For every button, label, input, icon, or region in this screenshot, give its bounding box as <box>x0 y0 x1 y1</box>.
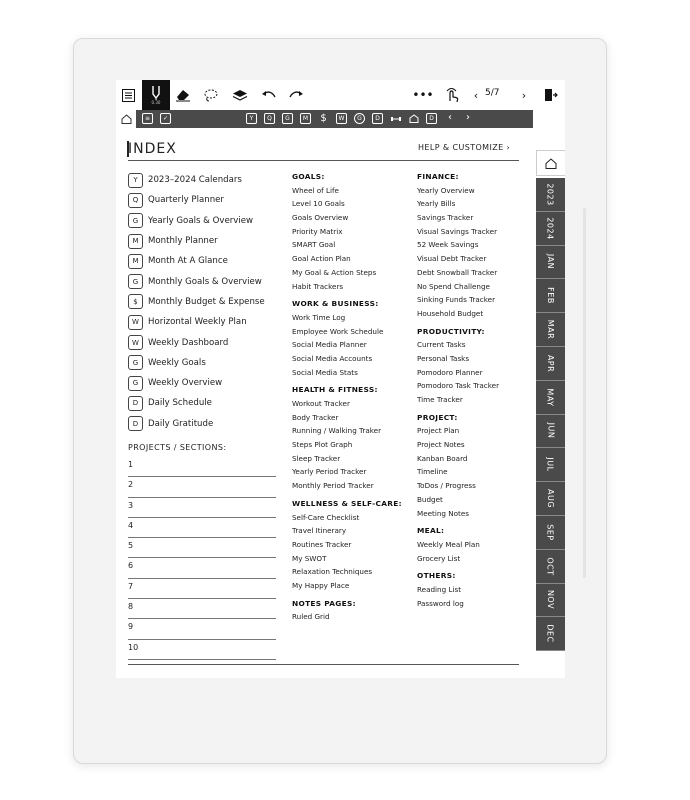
section-link[interactable]: Relaxation Techniques <box>292 567 373 577</box>
nav-health-icon[interactable] <box>390 113 401 124</box>
section-link[interactable]: Current Tasks <box>417 340 466 350</box>
projects-heading: PROJECTS / SECTIONS: <box>128 443 227 452</box>
side-tab-strip <box>536 178 565 651</box>
index-link-label: Weekly Overview <box>148 378 223 389</box>
index-link[interactable] <box>128 353 278 373</box>
section-link[interactable]: Pomodoro Planner <box>417 367 483 377</box>
section-link[interactable]: My SWOT <box>292 553 327 563</box>
home-icon <box>121 114 132 124</box>
section-link[interactable]: Self-Care Checklist <box>292 512 360 522</box>
section-link[interactable]: Savings Tracker <box>417 213 474 223</box>
side-tab-label: FEB <box>546 287 555 305</box>
section-link[interactable]: Timeline <box>417 467 448 477</box>
nav-prev-icon[interactable]: ‹ <box>448 112 452 123</box>
section-link[interactable]: Level 10 Goals <box>292 199 345 209</box>
side-tab-label: NOV <box>546 590 555 610</box>
section-link[interactable]: Workout Tracker <box>292 399 350 408</box>
section-link[interactable]: My Happy Place <box>292 580 350 590</box>
side-tab-label: JUN <box>545 423 555 439</box>
section-icon: $ <box>128 294 143 309</box>
section-link[interactable]: 52 Week Savings <box>417 240 479 250</box>
index-link-label: Daily Schedule <box>148 398 212 409</box>
index-link-label: Daily Gratitude <box>148 418 214 429</box>
sections-column-right <box>417 170 532 610</box>
help-customize-link[interactable]: HELP & CUSTOMIZE › <box>418 143 511 152</box>
section-link[interactable]: Project Plan <box>417 426 460 436</box>
section-heading: FINANCE: <box>417 172 459 181</box>
section-link[interactable]: Reading List <box>417 584 462 594</box>
section-link[interactable]: Sinking Funds Tracker <box>417 295 496 305</box>
exit-icon[interactable] <box>542 84 560 106</box>
side-home-tab[interactable] <box>536 150 565 176</box>
section-heading: HEALTH & FITNESS: <box>292 385 378 395</box>
notebook-icon[interactable]: ≡ <box>142 113 153 124</box>
section-link[interactable]: Visual Debt Tracker <box>417 254 487 264</box>
index-link-label: Horizontal Weekly Plan <box>148 317 247 328</box>
side-tab-label: JAN <box>546 254 555 270</box>
side-tab-label: OCT <box>546 557 555 576</box>
home-icon <box>545 158 557 169</box>
home-tab[interactable] <box>116 110 136 128</box>
side-tab-apr[interactable] <box>536 347 565 381</box>
planner-nav-bar <box>116 110 533 128</box>
side-tab-label: DEC <box>546 624 555 643</box>
more-icon[interactable]: ••• <box>412 88 434 102</box>
side-tab-label: APR <box>545 354 555 373</box>
section-link[interactable]: Routines Tracker <box>292 539 352 549</box>
nav-weekly-icon[interactable]: W <box>336 113 347 124</box>
section-heading: OTHERS: <box>417 571 456 581</box>
section-heading: NOTES PAGES: <box>292 598 356 608</box>
section-link[interactable]: Social Media Planner <box>292 340 367 350</box>
section-link[interactable]: Wheel of Life <box>292 185 339 195</box>
section-link[interactable]: Visual Savings Tracker <box>417 226 498 236</box>
section-icon: G <box>128 213 143 228</box>
nav-notes-icon[interactable]: D <box>426 113 437 124</box>
index-link[interactable] <box>128 373 278 393</box>
section-link[interactable]: Budget <box>417 494 443 504</box>
index-link[interactable] <box>128 170 278 190</box>
list-icon[interactable] <box>120 84 136 106</box>
nav-daily-icon[interactable]: D <box>372 113 383 124</box>
index-link-label: Quarterly Planner <box>148 195 224 206</box>
index-link-label: 2023–2024 Calendars <box>148 175 242 186</box>
section-link[interactable]: Password log <box>417 598 464 608</box>
index-link-label: Weekly Dashboard <box>148 337 229 348</box>
device-edge-highlight <box>583 208 586 578</box>
section-link[interactable]: Social Media Accounts <box>292 353 373 363</box>
section-icon: D <box>128 416 143 431</box>
section-link[interactable]: Yearly Bills <box>417 199 456 209</box>
section-link[interactable]: Weekly Meal Plan <box>417 539 480 549</box>
header-divider <box>128 160 519 161</box>
section-link[interactable]: Monthly Period Tracker <box>292 481 374 491</box>
side-tab-2024[interactable] <box>536 212 565 246</box>
nav-budget-icon[interactable]: $ <box>320 113 327 124</box>
index-link[interactable] <box>128 332 278 352</box>
index-link-label: Month At A Glance <box>148 256 228 267</box>
side-tab-nov[interactable] <box>536 584 565 618</box>
page-indicator: 5/7 <box>485 88 500 98</box>
section-link[interactable]: Debt Snowball Tracker <box>417 267 498 277</box>
redo-icon[interactable] <box>287 84 305 106</box>
index-link[interactable] <box>128 271 278 291</box>
section-link[interactable]: Household Budget <box>417 308 484 318</box>
section-icon: G <box>128 355 143 370</box>
section-link[interactable]: Body Tracker <box>292 412 339 422</box>
top-toolbar <box>116 80 565 110</box>
side-tab-jan[interactable] <box>536 246 565 280</box>
side-tab-label: MAY <box>545 388 555 407</box>
section-icon: G <box>128 274 143 289</box>
project-row[interactable]: 8 <box>128 599 276 619</box>
index-link-label: Monthly Goals & Overview <box>148 276 262 287</box>
project-row[interactable]: 1 <box>128 457 276 477</box>
nav-next-icon[interactable]: › <box>466 112 470 123</box>
section-icon: M <box>128 234 143 249</box>
section-link[interactable]: Habit Trackers <box>292 281 344 291</box>
side-tab-label: SEP <box>546 524 555 541</box>
index-link[interactable] <box>128 190 278 210</box>
projects-list <box>128 457 276 660</box>
section-link[interactable]: Goals Overview <box>292 213 349 223</box>
section-link[interactable]: Kanban Board <box>417 453 468 463</box>
index-link-label: Yearly Goals & Overview <box>148 215 254 226</box>
section-link[interactable]: Work Time Log <box>292 312 346 322</box>
side-tab-mar[interactable] <box>536 313 565 347</box>
index-link-label: Monthly Planner <box>148 236 218 247</box>
section-icon: W <box>128 335 143 350</box>
touch-icon[interactable] <box>443 84 461 106</box>
sections-column-middle <box>292 170 407 624</box>
layers-icon[interactable] <box>231 84 249 106</box>
undo-icon[interactable] <box>260 84 278 106</box>
section-link[interactable]: Yearly Overview <box>417 185 475 195</box>
index-list <box>128 170 278 434</box>
side-tab-jul[interactable] <box>536 448 565 482</box>
side-tab-label: MAR <box>546 319 555 340</box>
section-heading: GOALS: <box>292 172 325 181</box>
project-row[interactable]: 10 <box>128 640 276 660</box>
section-heading: WORK & BUSINESS: <box>292 299 379 309</box>
index-link[interactable] <box>128 251 278 271</box>
section-link[interactable]: ToDos / Progress <box>417 481 476 491</box>
project-row[interactable]: 4 <box>128 518 276 538</box>
index-link[interactable] <box>128 211 278 231</box>
section-heading: WELLNESS & SELF-CARE: <box>292 498 402 508</box>
section-link[interactable]: Sleep Tracker <box>292 453 341 463</box>
section-icon: Q <box>128 193 143 208</box>
section-link[interactable]: My Goal & Action Steps <box>292 267 377 277</box>
section-icon: D <box>128 396 143 411</box>
side-tab-dec[interactable] <box>536 617 565 651</box>
nav-yearly-icon[interactable]: Y <box>246 113 257 124</box>
side-tab-oct[interactable] <box>536 550 565 584</box>
section-icon: W <box>128 315 143 330</box>
nav-home-budget-icon[interactable] <box>408 113 419 124</box>
section-link[interactable]: Travel Itinerary <box>292 526 347 536</box>
section-link[interactable]: Project Notes <box>417 440 465 450</box>
index-link[interactable] <box>128 414 278 434</box>
eraser-icon[interactable] <box>174 84 192 106</box>
project-row[interactable]: 9 <box>128 619 276 639</box>
section-heading: MEAL: <box>417 526 445 536</box>
project-row[interactable]: 3 <box>128 498 276 518</box>
project-row[interactable]: 5 <box>128 538 276 558</box>
section-link[interactable]: Employee Work Schedule <box>292 326 384 336</box>
section-icon: M <box>128 254 143 269</box>
project-row[interactable]: 6 <box>128 558 276 578</box>
pen-size-caption: 0.30 <box>151 100 161 105</box>
page-title: INDEX <box>128 141 177 157</box>
section-link[interactable]: Time Tracker <box>417 395 463 404</box>
side-tab-sep[interactable] <box>536 516 565 550</box>
side-tab-feb[interactable] <box>536 279 565 313</box>
section-link[interactable]: Grocery List <box>417 553 461 563</box>
nav-goals-icon[interactable]: G <box>282 113 293 124</box>
section-heading: PRODUCTIVITY: <box>417 326 485 336</box>
section-link[interactable]: Running / Walking Traker <box>292 426 382 436</box>
nav-weekly-goals-icon[interactable]: G <box>354 113 365 124</box>
side-tab-2023[interactable] <box>536 178 565 212</box>
side-tab-label: 2023 <box>545 183 555 206</box>
index-link[interactable] <box>128 393 278 413</box>
section-link[interactable]: SMART Goal <box>292 240 336 250</box>
section-icon: G <box>128 376 143 391</box>
lasso-icon[interactable] <box>202 84 220 106</box>
checklist-icon[interactable]: ✓ <box>160 113 171 124</box>
section-link[interactable]: Ruled Grid <box>292 612 330 622</box>
section-link[interactable]: Priority Matrix <box>292 226 343 236</box>
section-link[interactable]: No Spend Challenge <box>417 281 490 291</box>
section-link[interactable]: Yearly Period Tracker <box>292 467 367 477</box>
footer-divider <box>128 664 519 665</box>
side-tab-may[interactable] <box>536 381 565 415</box>
side-tab-label: JUL <box>545 457 555 472</box>
section-link[interactable]: Pomodoro Task Tracker <box>417 381 500 391</box>
index-link-label: Weekly Goals <box>148 357 206 368</box>
project-row[interactable]: 2 <box>128 477 276 497</box>
index-link-label: Monthly Budget & Expense <box>148 296 265 307</box>
pen-tool-button[interactable] <box>142 80 170 110</box>
section-link[interactable]: Meeting Notes <box>417 508 470 518</box>
tablet-screen <box>116 80 565 678</box>
nav-quarterly-icon[interactable]: Q <box>264 113 275 124</box>
index-link[interactable] <box>128 292 278 312</box>
section-link[interactable]: Steps Plot Graph <box>292 440 353 450</box>
nav-monthly-icon[interactable]: M <box>300 113 311 124</box>
prev-page-icon[interactable]: ‹ <box>473 88 479 102</box>
side-tab-label: AUG <box>546 489 555 509</box>
side-tab-jun[interactable] <box>536 415 565 449</box>
section-link[interactable]: Personal Tasks <box>417 353 470 363</box>
pen-icon <box>150 85 162 101</box>
section-link[interactable]: Social Media Stats <box>292 367 358 377</box>
section-icon: Y <box>128 173 143 188</box>
side-tab-aug[interactable] <box>536 482 565 516</box>
index-link[interactable] <box>128 231 278 251</box>
section-link[interactable]: Goal Action Plan <box>292 254 351 264</box>
section-heading: PROJECT: <box>417 412 458 422</box>
next-page-icon[interactable]: › <box>521 88 527 102</box>
side-tab-label: 2024 <box>545 217 555 240</box>
project-row[interactable]: 7 <box>128 579 276 599</box>
index-link[interactable] <box>128 312 278 332</box>
